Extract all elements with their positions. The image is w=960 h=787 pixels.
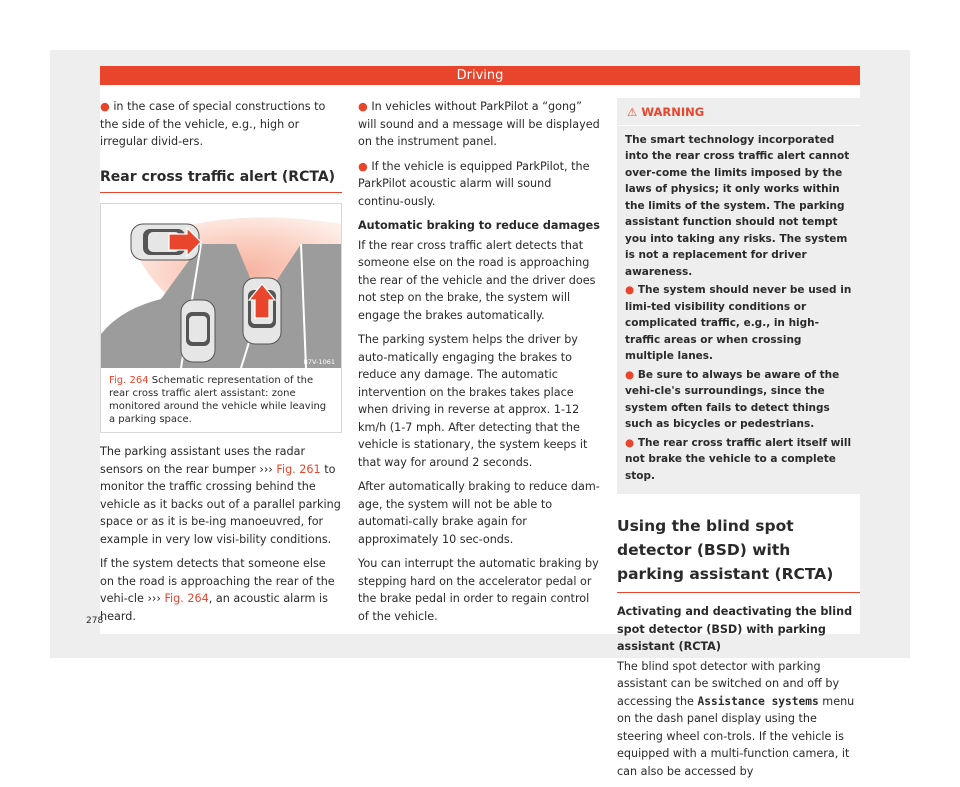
- warning-triangle-icon: ⚠: [627, 105, 638, 119]
- bullet-item: ● In vehicles without ParkPilot a “gong” will sound and a message will be displayed on the instrument panel.: [358, 100, 600, 148]
- parked-car-icon: [181, 300, 215, 362]
- section-title-bsd: Using the blind spot detector (BSD) with parking assistant (RCTA): [617, 514, 860, 593]
- chapter-header: Driving: [100, 66, 860, 85]
- subheading-activating: Activating and deactivating the blind spot detector (BSD) with parking assistant (RCTA): [617, 605, 853, 653]
- column-right: [617, 98, 860, 787]
- bullet-dot-icon: ●: [625, 368, 635, 381]
- bullet-dot-icon: ●: [358, 100, 368, 113]
- column-middle: [358, 98, 600, 632]
- warning-item: ● The rear cross traffic alert itself will not brake the vehicle to a complete stop.: [625, 436, 852, 482]
- bullet-dot-icon: ●: [625, 436, 635, 449]
- figure-link[interactable]: Fig. 261: [276, 462, 321, 476]
- column-left: [100, 98, 342, 632]
- figure-code: B7V-1061: [303, 358, 335, 366]
- rcta-diagram: [101, 204, 341, 368]
- warning-box: [617, 98, 860, 494]
- bullet-continued: ● in the case of special constructions to the side of the vehicle, e.g., high or irregular divid-ers.: [100, 100, 326, 148]
- paragraph: The parking system helps the driver by auto-matically engaging the brakes to reduce any damage. The automatic intervention on the brakes takes place when driving in reverse at approx. 1-12 km/h (1-7 mph. After detecting that the vehicle is stationary, the system keeps it that way for around 2 seconds.: [358, 333, 588, 469]
- figure-label: Fig. 264: [109, 375, 149, 386]
- paragraph-alarm: If the system detects that someone else on the road is approaching the rear of the vehi-cle ››› Fig. 264, an acoustic alarm is heard.: [100, 557, 335, 623]
- section-title-rcta: Rear cross traffic alert (RCTA): [100, 169, 342, 194]
- paragraph-activation: The blind spot detector with parking assistant can be switched on and off by accessing the Assistance systems menu on the dash panel display using the steering wheel con-trols. If the vehicle is equipped with a multi-function camera, it can also be accessed by: [617, 659, 855, 778]
- bullet-dot-icon: ●: [358, 159, 368, 173]
- bullet-dot-icon: ●: [100, 100, 110, 113]
- bullet-item: ● If the vehicle is equipped ParkPilot, the ParkPilot acoustic alarm will sound continu-ously.: [358, 159, 590, 208]
- figure-264: [100, 203, 342, 433]
- figure-link[interactable]: Fig. 264: [164, 592, 209, 605]
- bullet-dot-icon: ●: [625, 284, 635, 296]
- warning-intro: The smart technology incorporated into the rear cross traffic alert cannot over-come the limits imposed by the laws of physics; it only works within the limits of the system. The parking assistant function should not tempt you into taking any risks. The system is not a replacement for driver awareness.: [625, 133, 850, 278]
- warning-item: ● Be sure to always be aware of the vehi-cle's surroundings, since the system often fails to detect things such as bicycles or pedestrians.: [625, 368, 840, 430]
- figure-caption: Fig. 264 Schematic representation of the rear cross traffic alert assistant: zone monitored around the vehicle while leaving a parking space.: [109, 375, 327, 425]
- paragraph: After automatically braking to reduce dam-age, the system will not be able to automati-cally brake again for approximately 10 sec-onds.: [358, 480, 600, 546]
- paragraph: If the rear cross traffic alert detects that someone else on the road is approaching the rear of the vehicle and the driver does not step on the brake, the system will engage the brakes automatically.: [358, 238, 596, 322]
- page-number: 278: [86, 616, 104, 626]
- menu-name: Assistance systems: [697, 694, 819, 708]
- warning-item: ● The system should never be used in limi-ted visibility conditions or complicated traffic, e.g., in high-traffic areas or when crossing multiple lanes.: [625, 284, 852, 362]
- paragraph-radar: The parking assistant uses the radar sensors on the rear bumper ››› Fig. 261 to monitor the traffic crossing behind the vehicle as it backs out of a parallel parking space or as it is be-ing manoeuvred, for example in very low visi-bility conditions.: [100, 445, 341, 546]
- subheading-auto-braking: Automatic braking to reduce damages: [358, 219, 600, 232]
- warning-header: ⚠ WARNING: [617, 98, 860, 126]
- paragraph: You can interrupt the automatic braking by stepping hard on the accelerator pedal or the brake pedal in order to regain control of the vehicle.: [358, 557, 599, 623]
